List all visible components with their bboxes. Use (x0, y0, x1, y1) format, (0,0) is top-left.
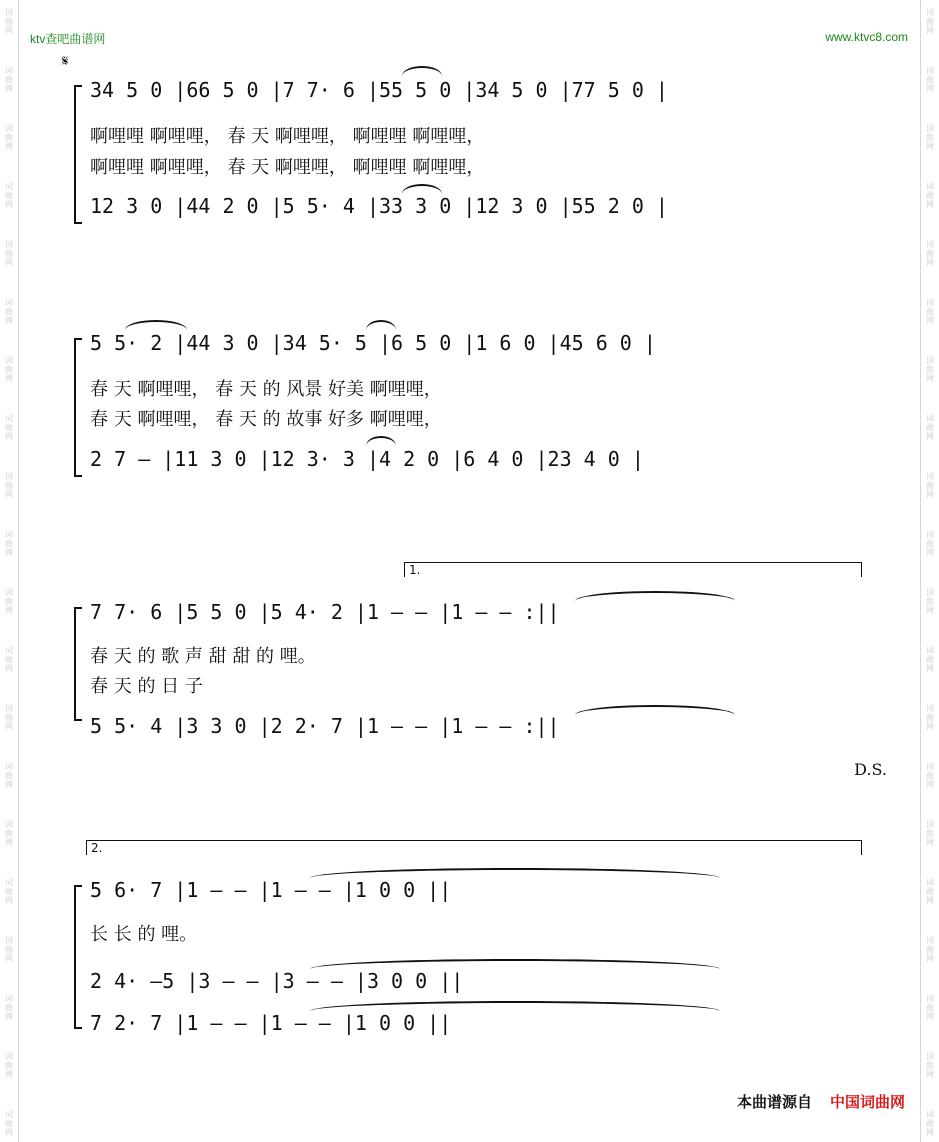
watermark-text: 词 曲 网 (926, 588, 934, 615)
watermark-text: 词 曲 网 (926, 704, 934, 731)
watermark-text: 词 曲 网 (5, 356, 13, 383)
watermark-text: 词 曲 网 (926, 936, 934, 963)
system-brace (74, 85, 82, 224)
system1-upper-notes: 34 5 0 |66 5 0 |7 7· 6 |55 5 0 |34 5 0 |77 5 0 | (90, 78, 668, 102)
watermark-text: 词 曲 网 (926, 124, 934, 151)
tie-mark (402, 66, 442, 76)
second-ending-bracket: 2. (86, 840, 862, 855)
watermark-text: 词 曲 网 (926, 356, 934, 383)
watermark-text: 词 曲 网 (5, 472, 13, 499)
tie-mark (310, 1001, 720, 1011)
watermark-text: 词 曲 网 (5, 298, 13, 325)
system4-lower-notes: 7 2· 7 |1 — — |1 — — |1 0 0 || (90, 1011, 452, 1035)
system-brace (74, 607, 82, 721)
tie-mark (125, 320, 187, 330)
watermark-text: 词 曲 网 (926, 8, 934, 35)
system2-lyric-verse2: 春 天 啊哩哩， 春 天 的 故事 好多 啊哩哩， (90, 409, 442, 430)
segno-sign: 𝄋 (62, 52, 69, 70)
watermark-text: 词 曲 网 (926, 646, 934, 673)
watermark-text: 词 曲 网 (926, 878, 934, 905)
tie-mark (575, 591, 735, 601)
system3-lyric-verse2: 春 天 的 日 子 (90, 676, 203, 697)
tie-mark (310, 868, 720, 878)
watermark-text: 词 曲 网 (5, 530, 13, 557)
watermark-text: 词 曲 网 (926, 530, 934, 557)
watermark-text: 词 曲 网 (5, 8, 13, 35)
tie-mark (366, 436, 396, 446)
watermark-text: 词 曲 网 (926, 414, 934, 441)
system-brace (74, 885, 82, 1029)
watermark-text: 词 曲 网 (5, 124, 13, 151)
system1-lower-notes: 12 3 0 |44 2 0 |5 5· 4 |33 3 0 |12 3 0 |55 2 0 | (90, 194, 668, 218)
system3-upper-notes: 7 7· 6 |5 5 0 |5 4· 2 |1 — — |1 — — :|| (90, 600, 560, 624)
watermark-text: 词 曲 网 (926, 1110, 934, 1137)
system3-lyric-verse1: 春 天 的 歌 声 甜 甜 的 哩。 (90, 646, 316, 667)
footer-source-name[interactable]: 中国词曲网 (829, 1094, 905, 1111)
watermark-text: 词 曲 网 (926, 762, 934, 789)
system4-upper-notes: 5 6· 7 |1 — — |1 — — |1 0 0 || (90, 878, 452, 902)
watermark-text: 词 曲 网 (5, 240, 13, 267)
system-brace (74, 338, 82, 477)
watermark-text: 词 曲 网 (926, 298, 934, 325)
watermark-text: 词 曲 网 (5, 936, 13, 963)
watermark-text: 词 曲 网 (926, 820, 934, 847)
header-left-link[interactable]: ktv查吧曲谱网 (30, 32, 106, 46)
system1-lyric-verse1: 啊哩哩 啊哩哩， 春 天 啊哩哩， 啊哩哩 啊哩哩， (90, 126, 485, 147)
left-watermark-column (0, 0, 19, 1142)
watermark-text: 词 曲 网 (5, 704, 13, 731)
header-right-link[interactable]: www.ktvc8.com (825, 30, 908, 44)
watermark-text: 词 曲 网 (5, 762, 13, 789)
system4-middle-notes: 2 4· —5 |3 — — |3 — — |3 0 0 || (90, 969, 464, 993)
watermark-text: 词 曲 网 (926, 1052, 934, 1079)
footer-source (737, 1091, 905, 1112)
watermark-text: 词 曲 网 (5, 1052, 13, 1079)
watermark-text: 词 曲 网 (5, 646, 13, 673)
tie-mark (366, 320, 396, 330)
dal-segno-mark: D.S. (854, 760, 887, 779)
watermark-text: 词 曲 网 (926, 182, 934, 209)
watermark-text: 词 曲 网 (5, 182, 13, 209)
system1-lyric-verse2: 啊哩哩 啊哩哩， 春 天 啊哩哩， 啊哩哩 啊哩哩， (90, 157, 485, 178)
watermark-text: 词 曲 网 (5, 878, 13, 905)
system2-lower-notes: 2 7 — |11 3 0 |12 3· 3 |4 2 0 |6 4 0 |23 4 0 | (90, 447, 644, 471)
tie-mark (310, 959, 720, 969)
footer-source-label: 本曲谱源自 (736, 1094, 812, 1111)
watermark-text: 词 曲 网 (5, 588, 13, 615)
first-ending-bracket: 1. (404, 562, 862, 577)
watermark-text: 词 曲 网 (926, 994, 934, 1021)
watermark-text: 词 曲 网 (5, 820, 13, 847)
system2-lyric-verse1: 春 天 啊哩哩， 春 天 的 风景 好美 啊哩哩， (90, 379, 442, 400)
watermark-text: 词 曲 网 (5, 1110, 13, 1137)
right-watermark-column (920, 0, 939, 1142)
system2-upper-notes: 5 5· 2 |44 3 0 |34 5· 5 |6 5 0 |1 6 0 |45 6 0 | (90, 331, 656, 355)
watermark-text: 词 曲 网 (926, 472, 934, 499)
system3-lower-notes: 5 5· 4 |3 3 0 |2 2· 7 |1 — — |1 — — :|| (90, 714, 560, 738)
watermark-text: 词 曲 网 (5, 414, 13, 441)
tie-mark (402, 184, 442, 194)
system4-lyric: 长 长 的 哩。 (90, 924, 198, 945)
watermark-text: 词 曲 网 (926, 66, 934, 93)
watermark-text: 词 曲 网 (926, 240, 934, 267)
watermark-text: 词 曲 网 (5, 66, 13, 93)
tie-mark (575, 705, 735, 715)
watermark-text: 词 曲 网 (5, 994, 13, 1021)
